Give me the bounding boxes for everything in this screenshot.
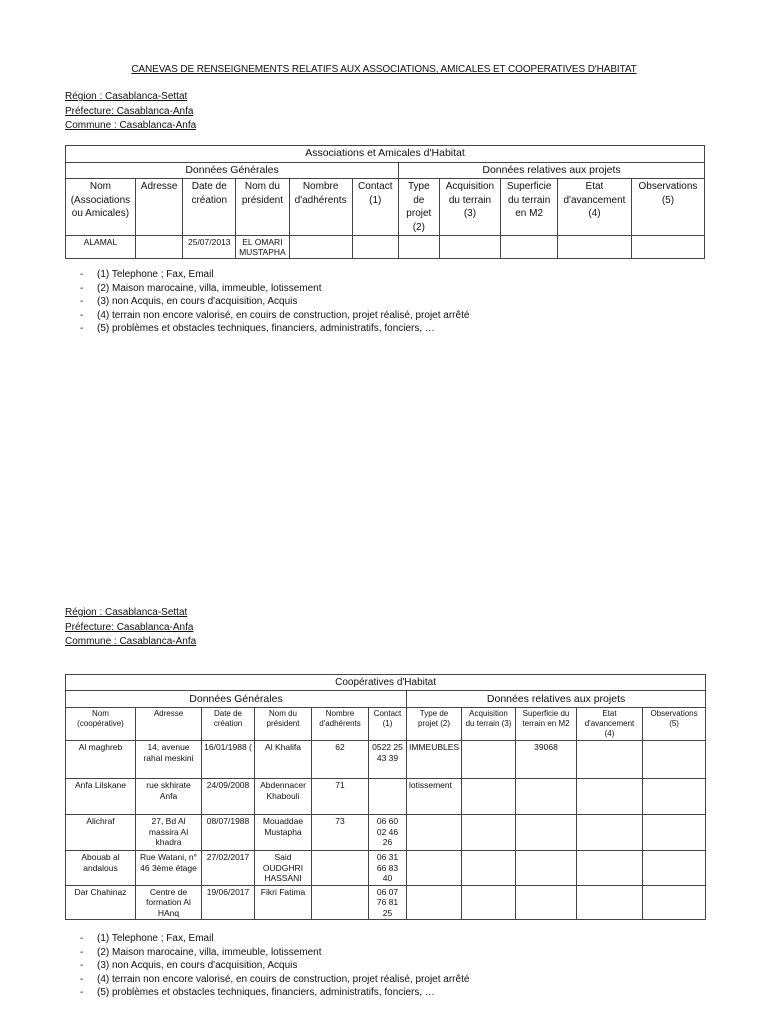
group-general-header: Données Générales: [66, 162, 399, 179]
table-row: [66, 815, 706, 851]
table-cell: 08/07/1988: [202, 815, 255, 851]
table-cell: [577, 851, 643, 886]
column-header: Type de projet (2): [399, 179, 440, 236]
table-cell: Abouab al andalous: [66, 851, 136, 886]
location-block-bottom: [65, 606, 196, 650]
table-cell: [462, 885, 516, 920]
table-cell: Anfa Lilskane: [66, 779, 136, 815]
table-cell: [407, 885, 462, 920]
footnote: - (1) Telephone ; Fax, Email: [80, 932, 469, 946]
table-cell: [399, 236, 440, 259]
table-cell: Said OUDGHRI HASSANI: [255, 851, 312, 886]
table-cell: EL OMARI MUSTAPHA: [236, 236, 290, 259]
table-cell: [462, 815, 516, 851]
column-header: Superficie du terrain en M2: [516, 708, 577, 741]
table-cell: Mouaddae Mustapha: [255, 815, 312, 851]
column-header: Acquisition du terrain (3): [462, 708, 516, 741]
table-cell: [407, 851, 462, 886]
column-header: Adresse: [135, 179, 183, 236]
footnote: - (4) terrain non encore valorisé, en couirs de construction, projet réalisé, projet arrêté: [80, 309, 469, 323]
table-cell: [643, 885, 706, 920]
table-row: [66, 851, 706, 886]
column-header: Contact (1): [352, 179, 399, 236]
footnote: - (5) problèmes et obstacles techniques, financiers, administratifs, fonciers, …: [80, 986, 469, 1000]
table-cell: 73: [312, 815, 369, 851]
table-cell: 06 07 76 81 25: [369, 885, 407, 920]
table-cell: 25/07/2013: [183, 236, 236, 259]
table-cell: Fikri Fatima: [255, 885, 312, 920]
table-cell: Rue Watani, n° 46 3ème étage: [136, 851, 202, 886]
table-cell: [643, 815, 706, 851]
table-cell: ALAMAL: [66, 236, 136, 259]
table-cell: [577, 885, 643, 920]
table-cell: [643, 851, 706, 886]
table-cell: [312, 885, 369, 920]
table-cell: [516, 885, 577, 920]
region-label: Région : Casablanca-Settat: [65, 91, 188, 102]
table-cell: 14, avenue rahal meskini: [136, 741, 202, 779]
column-header: Nom (Associations ou Amicales): [66, 179, 136, 236]
location-block-top: [65, 90, 196, 134]
table-row: [66, 885, 706, 920]
table-cell: 27/02/2017: [202, 851, 255, 886]
associations-table: [65, 145, 705, 259]
column-header: Observations (5): [643, 708, 706, 741]
table-cell: Dar Chahinaz: [66, 885, 136, 920]
table-cell: Alichraf: [66, 815, 136, 851]
cooperatives-table-title: Coopératives d'Habitat: [66, 675, 706, 691]
table-cell: [369, 779, 407, 815]
column-header: Etat d'avancement (4): [558, 179, 632, 236]
table-cell: [643, 779, 706, 815]
footnote: - (3) non Acquis, en cours d'acquisition, Acquis: [80, 295, 469, 309]
table-cell: 06 31 66 83 40: [369, 851, 407, 886]
table-cell: [312, 851, 369, 886]
table-cell: [516, 851, 577, 886]
associations-table-title: Associations et Amicales d'Habitat: [66, 146, 705, 163]
table-cell: [577, 779, 643, 815]
table-cell: [577, 815, 643, 851]
column-header: Nombre d'adhérents: [312, 708, 369, 741]
table-cell: [516, 815, 577, 851]
table-cell: rue skhirate Anfa: [136, 779, 202, 815]
column-header: Nom du président: [255, 708, 312, 741]
column-header: Date de création: [183, 179, 236, 236]
table-row: [66, 741, 706, 779]
table-cell: Centre de formation Al HAnq: [136, 885, 202, 920]
prefecture-label: Préfecture: Casablanca-Anfa: [65, 105, 194, 117]
table-cell: 16/01/1988 (: [202, 741, 255, 779]
table-cell: 19/06/2017: [202, 885, 255, 920]
table-cell: 39068: [516, 741, 577, 779]
table-cell: [407, 815, 462, 851]
column-header: Date de création: [202, 708, 255, 741]
table-cell: 71: [312, 779, 369, 815]
footnote: - (4) terrain non encore valorisé, en couirs de construction, projet réalisé, projet arrêté: [80, 973, 469, 987]
commune-label: Commune : Casablanca-Anfa: [65, 636, 197, 647]
table-cell: lotissement: [407, 779, 462, 815]
table-cell: IMMEUBLES: [407, 741, 462, 779]
column-header: Acquisition du terrain (3): [439, 179, 501, 236]
table-cell: [631, 236, 704, 259]
table-row: [66, 236, 705, 259]
cooperatives-header-row: [66, 708, 706, 741]
table-row: [66, 779, 706, 815]
region-label: Région : Casablanca-Settat: [65, 607, 188, 618]
prefecture-label: Préfecture: Casablanca-Anfa: [65, 621, 194, 633]
table-cell: 24/09/2008: [202, 779, 255, 815]
table-cell: [558, 236, 632, 259]
column-header: Adresse: [136, 708, 202, 741]
table-cell: [462, 851, 516, 886]
footnote: - (2) Maison marocaine, villa, immeuble, lotissement: [80, 946, 469, 960]
table-cell: [439, 236, 501, 259]
column-header: Nom (coopérative): [66, 708, 136, 741]
table-cell: 62: [312, 741, 369, 779]
column-header: Nombre d'adhérents: [289, 179, 352, 236]
cooperatives-table: [65, 674, 706, 920]
column-header: Contact (1): [369, 708, 407, 741]
footnote: - (1) Telephone ; Fax, Email: [80, 268, 469, 282]
table-cell: [352, 236, 399, 259]
table-cell: [577, 741, 643, 779]
column-header: Superficie du terrain en M2: [501, 179, 558, 236]
table-cell: 0522 25 43 39: [369, 741, 407, 779]
table-cell: [289, 236, 352, 259]
table-cell: [516, 779, 577, 815]
footnote: - (3) non Acquis, en cours d'acquisition, Acquis: [80, 959, 469, 973]
column-header: Type de projet (2): [407, 708, 462, 741]
table-cell: [501, 236, 558, 259]
group-general-header: Données Générales: [66, 691, 407, 708]
footnotes-bottom: [80, 932, 469, 1000]
table-cell: [643, 741, 706, 779]
table-cell: Al maghreb: [66, 741, 136, 779]
table-cell: 06 60 02 46 26: [369, 815, 407, 851]
table-cell: [462, 779, 516, 815]
column-header: Nom du président: [236, 179, 290, 236]
column-header: Etat d'avancement (4): [577, 708, 643, 741]
footnote: - (2) Maison marocaine, villa, immeuble, lotissement: [80, 282, 469, 296]
footnotes-top: [80, 268, 469, 336]
table-cell: 27, Bd Al massira Al khadra: [136, 815, 202, 851]
associations-header-row: [66, 179, 705, 236]
table-cell: Abdennacer Khabouli: [255, 779, 312, 815]
table-cell: [462, 741, 516, 779]
column-header: Observations (5): [631, 179, 704, 236]
group-projects-header: Données relatives aux projets: [407, 691, 706, 708]
footnote: - (5) problèmes et obstacles techniques, financiers, administratifs, fonciers, …: [80, 322, 469, 336]
table-cell: [135, 236, 183, 259]
group-projects-header: Données relatives aux projets: [399, 162, 705, 179]
document-title: CANEVAS DE RENSEIGNEMENTS RELATIFS AUX ASSOCIATIONS, AMICALES ET COOPERATIVES D'HABITAT: [131, 64, 637, 75]
table-cell: Al Khalifa: [255, 741, 312, 779]
commune-label: Commune : Casablanca-Anfa: [65, 120, 197, 131]
